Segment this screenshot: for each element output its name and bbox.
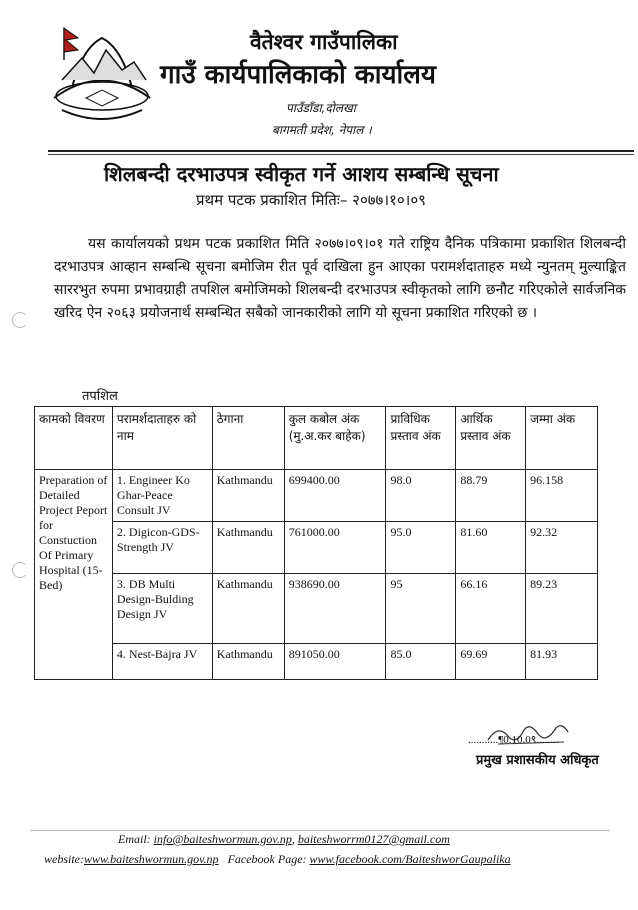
technical-score-cell: 98.0	[386, 470, 456, 522]
website-link[interactable]: www.baiteshwormun.gov.np	[84, 852, 219, 866]
technical-score-cell: 95	[386, 574, 456, 644]
footer-web-row	[44, 852, 511, 867]
consultant-name: Nest-Bajra JV	[128, 647, 198, 661]
header-financial-score: आर्थिक प्रस्ताव अंक	[456, 407, 526, 470]
table-label: तपशिल	[82, 389, 118, 404]
header-total-score: जम्मा अंक	[526, 407, 598, 470]
email-link-primary[interactable]: info@baiteshwormun.gov.np	[153, 832, 292, 846]
email-link-secondary[interactable]: baiteshworrm0127@gmail.com	[297, 832, 450, 846]
notice-title: शिलबन्दी दरभाउपत्र स्वीकृत गर्ने आशय सम्बन्धि सूचना	[104, 162, 499, 186]
technical-score-cell: 85.0	[386, 644, 456, 680]
table-row	[35, 574, 598, 644]
header-technical-score: प्राविधिक प्रस्ताव अंक	[386, 407, 456, 470]
municipality-emblem	[42, 18, 162, 123]
email-label: Email:	[118, 832, 151, 846]
bid-amount-cell: 699400.00	[284, 470, 386, 522]
footer-email-row	[118, 832, 450, 847]
header-work-description: कामको विवरण	[35, 407, 113, 470]
header-consultant-name: परामर्शदाताहरु को नाम	[112, 407, 212, 470]
office-name: गाउँ कार्यपालिकाको कार्यालय	[160, 60, 436, 90]
address-cell: Kathmandu	[212, 470, 284, 522]
punch-hole-mark	[12, 562, 28, 578]
consultant-name-cell	[112, 522, 212, 574]
address-cell: Kathmandu	[212, 574, 284, 644]
work-description-cell: Preparation of Detailed Project Peport for Constuction Of Primary Hospital (15-Bed)	[35, 470, 113, 680]
address-line-2: बागमती प्रदेश, नेपाल ।	[272, 123, 372, 137]
notice-body-text: यस कार्यालयको प्रथम पटक प्रकाशित मिति २०७७।०९।०१ गते राष्ट्रिय दैनिक पत्रिकामा प्रकाशित शिलबन्दी दरभाउपत्र आव्हान सम्बन्धि सूचना बमोजिम रीत पूर्व दाखिला हुन आएका परामर्शदाताहरु मध्ये न्युनतम् मुल्याङ्कित साररभुत रुपमा प्रभावग्राही तपशिल बमोजिमको शिलबन्दी दरभाउपत्र स्वीकृतको लागि छनौट गरिएकोले सार्वजनिक खरिद ऐन २०६३ प्रयोजनार्थ सम्बन्धित सबैको जानकारीको लागि यो सूचना प्रकाशित गरिएको छ ।	[54, 236, 626, 321]
row-number: 2.	[116, 525, 126, 539]
row-number: 4.	[116, 647, 126, 661]
consultant-name: Engineer Ko Ghar-Peace Consult JV	[116, 473, 190, 517]
total-score-cell: 89.23	[526, 574, 598, 644]
header-address: ठेगाना	[212, 407, 284, 470]
row-number: 1.	[116, 473, 126, 487]
total-score-cell: 96.158	[526, 470, 598, 522]
row-number: 3.	[116, 577, 126, 591]
financial-score-cell: 88.79	[456, 470, 526, 522]
email-separator: ,	[291, 832, 295, 846]
technical-score-cell: 95.0	[386, 522, 456, 574]
total-score-cell: 92.32	[526, 522, 598, 574]
bid-amount-cell: 938690.00	[284, 574, 386, 644]
facebook-label: Facebook Page:	[227, 852, 307, 866]
consultant-name: Digicon-GDS-Strength JV	[116, 525, 200, 554]
header-divider-thin	[48, 154, 634, 155]
footer-divider	[30, 830, 610, 831]
website-label: website:	[44, 852, 84, 866]
table-row	[35, 644, 598, 680]
financial-score-cell: 69.69	[456, 644, 526, 680]
address-line-1: पाउँडाँडा,दोलखा	[286, 101, 356, 115]
municipality-name: वैतेश्वर गाउँपालिका	[250, 30, 398, 54]
table-row	[35, 470, 598, 522]
consultant-name: DB Multi Design-Bulding Design JV	[116, 577, 194, 621]
financial-score-cell: 66.16	[456, 574, 526, 644]
header-bid-amount: कुल कबोल अंक (मु.अ.कर बाहेक)	[284, 407, 386, 470]
notice-date: प्रथम पटक प्रकाशित मितिः– २०७७।१०।०९	[196, 191, 426, 209]
signatory-designation: प्रमुख प्रशासकीय अधिकृत	[476, 753, 599, 768]
consultant-name-cell	[112, 574, 212, 644]
notice-body	[54, 233, 626, 325]
header-divider	[48, 150, 634, 152]
table-row	[35, 522, 598, 574]
punch-hole-mark	[12, 312, 28, 328]
bid-amount-cell: 761000.00	[284, 522, 386, 574]
address-cell: Kathmandu	[212, 644, 284, 680]
evaluation-table	[34, 406, 598, 680]
facebook-link[interactable]: www.facebook.com/BaiteshworGaupalika	[309, 852, 511, 866]
address-cell: Kathmandu	[212, 522, 284, 574]
consultant-name-cell	[112, 644, 212, 680]
financial-score-cell: 81.60	[456, 522, 526, 574]
consultant-name-cell	[112, 470, 212, 522]
bid-amount-cell: 891050.00	[284, 644, 386, 680]
signature-date: ...........¶0.10.0९........	[468, 734, 559, 746]
table-header-row	[35, 407, 598, 470]
total-score-cell: 81.93	[526, 644, 598, 680]
